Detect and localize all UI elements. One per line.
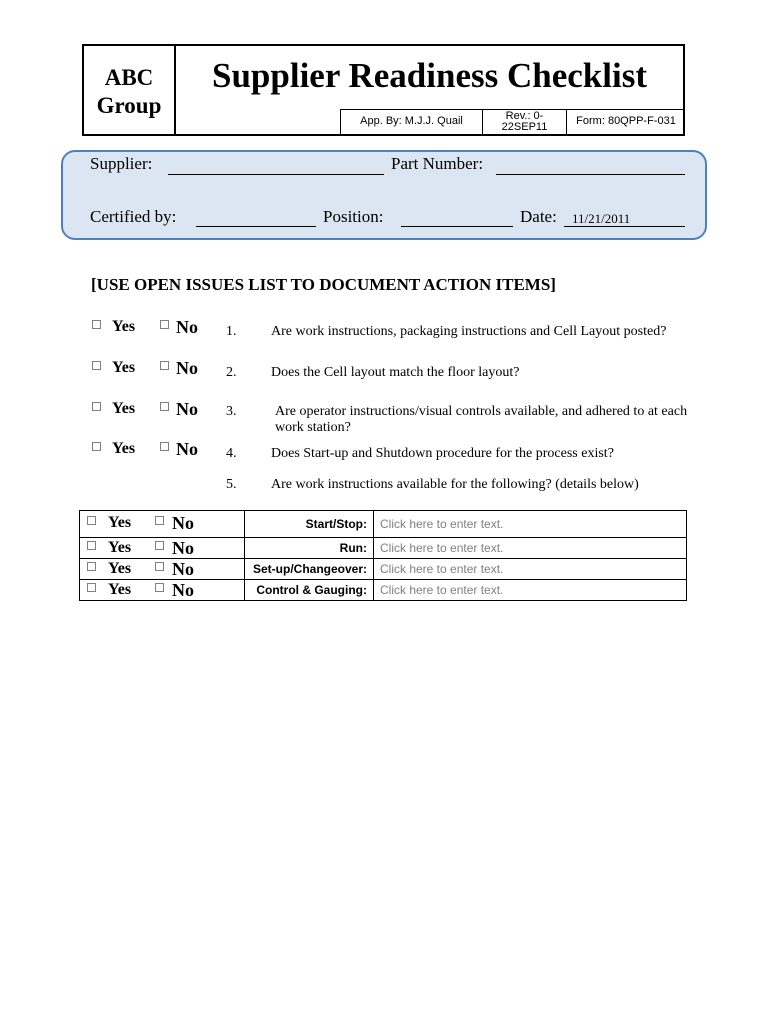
question-number-2: 2. bbox=[226, 365, 237, 380]
yes-checkbox-q1[interactable] bbox=[92, 320, 101, 329]
category-start-stop: Start/Stop: bbox=[245, 511, 374, 538]
question-number-5: 5. bbox=[226, 477, 237, 492]
no-label: No bbox=[172, 538, 194, 558]
certified-by-field[interactable] bbox=[196, 226, 316, 227]
page-title: Supplier Readiness Checklist bbox=[212, 56, 647, 95]
date-label: Date: bbox=[520, 207, 557, 226]
yes-no-cell bbox=[80, 580, 245, 601]
no-checkbox-start-stop[interactable] bbox=[155, 516, 164, 525]
question-number-3: 3. bbox=[226, 404, 237, 419]
work-instructions-table bbox=[79, 510, 687, 601]
question-text-5: Are work instructions available for the following? (details below) bbox=[271, 477, 639, 492]
yes-checkbox-control-gauging[interactable] bbox=[87, 583, 96, 592]
no-label-q1: No bbox=[176, 317, 198, 337]
date-value: 11/21/2011 bbox=[572, 211, 631, 226]
approved-by: App. By: M.J.J. Quail bbox=[340, 109, 483, 134]
yes-checkbox-q4[interactable] bbox=[92, 442, 101, 451]
category-setup-changeover: Set-up/Changeover: bbox=[245, 559, 374, 580]
position-field[interactable] bbox=[401, 226, 513, 227]
yes-checkbox-setup[interactable] bbox=[87, 562, 96, 571]
no-checkbox-run[interactable] bbox=[155, 541, 164, 550]
yes-label: Yes bbox=[108, 539, 132, 556]
supplier-label: Supplier: bbox=[90, 154, 153, 173]
form-header bbox=[82, 44, 685, 136]
certified-by-label: Certified by: bbox=[90, 207, 177, 226]
question-text-3-line2: work station? bbox=[275, 420, 351, 435]
no-checkbox-q3[interactable] bbox=[160, 402, 169, 411]
control-gauging-text-field[interactable]: Click here to enter text. bbox=[374, 580, 687, 601]
yes-checkbox-run[interactable] bbox=[87, 541, 96, 550]
yes-checkbox-q2[interactable] bbox=[92, 361, 101, 370]
yes-checkbox-start-stop[interactable] bbox=[87, 516, 96, 525]
question-text-1: Are work instructions, packaging instructions and Cell Layout posted? bbox=[271, 324, 667, 339]
supplier-field[interactable] bbox=[168, 174, 384, 175]
table-row bbox=[80, 538, 687, 559]
setup-changeover-text-field[interactable]: Click here to enter text. bbox=[374, 559, 687, 580]
no-checkbox-setup[interactable] bbox=[155, 562, 164, 571]
yes-no-cell bbox=[80, 511, 245, 538]
revision-line1: Rev.: 0- bbox=[505, 110, 544, 122]
table-row bbox=[80, 580, 687, 601]
form-number: Form: 80QPP-F-031 bbox=[566, 109, 685, 134]
question-text-4: Does Start-up and Shutdown procedure for the process exist? bbox=[271, 446, 614, 461]
position-label: Position: bbox=[323, 207, 384, 226]
revision bbox=[482, 109, 567, 134]
company-name-line2: Group bbox=[96, 93, 162, 118]
table-row bbox=[80, 511, 687, 538]
no-label: No bbox=[172, 559, 194, 579]
company-logo bbox=[84, 46, 176, 134]
yes-no-cell bbox=[80, 538, 245, 559]
yes-checkbox-q3[interactable] bbox=[92, 402, 101, 411]
no-checkbox-q4[interactable] bbox=[160, 442, 169, 451]
revision-line2: 22SEP11 bbox=[501, 121, 548, 133]
yes-label: Yes bbox=[108, 581, 132, 598]
no-label: No bbox=[172, 580, 194, 600]
no-label-q2: No bbox=[176, 358, 198, 378]
category-control-gauging: Control & Gauging: bbox=[245, 580, 374, 601]
no-label-q4: No bbox=[176, 439, 198, 459]
no-label-q3: No bbox=[176, 399, 198, 419]
yes-label-q2: Yes bbox=[112, 359, 136, 376]
yes-label-q3: Yes bbox=[112, 400, 136, 417]
part-number-field[interactable] bbox=[496, 174, 685, 175]
yes-no-cell bbox=[80, 559, 245, 580]
table-row bbox=[80, 559, 687, 580]
yes-label: Yes bbox=[108, 560, 132, 577]
run-text-field[interactable]: Click here to enter text. bbox=[374, 538, 687, 559]
start-stop-text-field[interactable]: Click here to enter text. bbox=[374, 511, 687, 538]
yes-label-q4: Yes bbox=[112, 440, 136, 457]
question-number-1: 1. bbox=[226, 324, 237, 339]
yes-label-q1: Yes bbox=[112, 318, 136, 335]
no-checkbox-q2[interactable] bbox=[160, 361, 169, 370]
company-name-line1: ABC bbox=[104, 65, 154, 90]
question-text-3-line1: Are operator instructions/visual controls available, and adhered to at each bbox=[275, 404, 688, 419]
part-number-label: Part Number: bbox=[391, 154, 484, 173]
question-number-4: 4. bbox=[226, 446, 237, 461]
no-checkbox-control-gauging[interactable] bbox=[155, 583, 164, 592]
category-run: Run: bbox=[245, 538, 374, 559]
question-text-2: Does the Cell layout match the floor layout? bbox=[271, 365, 520, 380]
no-label: No bbox=[172, 513, 194, 533]
no-checkbox-q1[interactable] bbox=[160, 320, 169, 329]
action-items-notice: [USE OPEN ISSUES LIST TO DOCUMENT ACTION ITEMS] bbox=[91, 275, 556, 294]
yes-label: Yes bbox=[108, 514, 132, 531]
